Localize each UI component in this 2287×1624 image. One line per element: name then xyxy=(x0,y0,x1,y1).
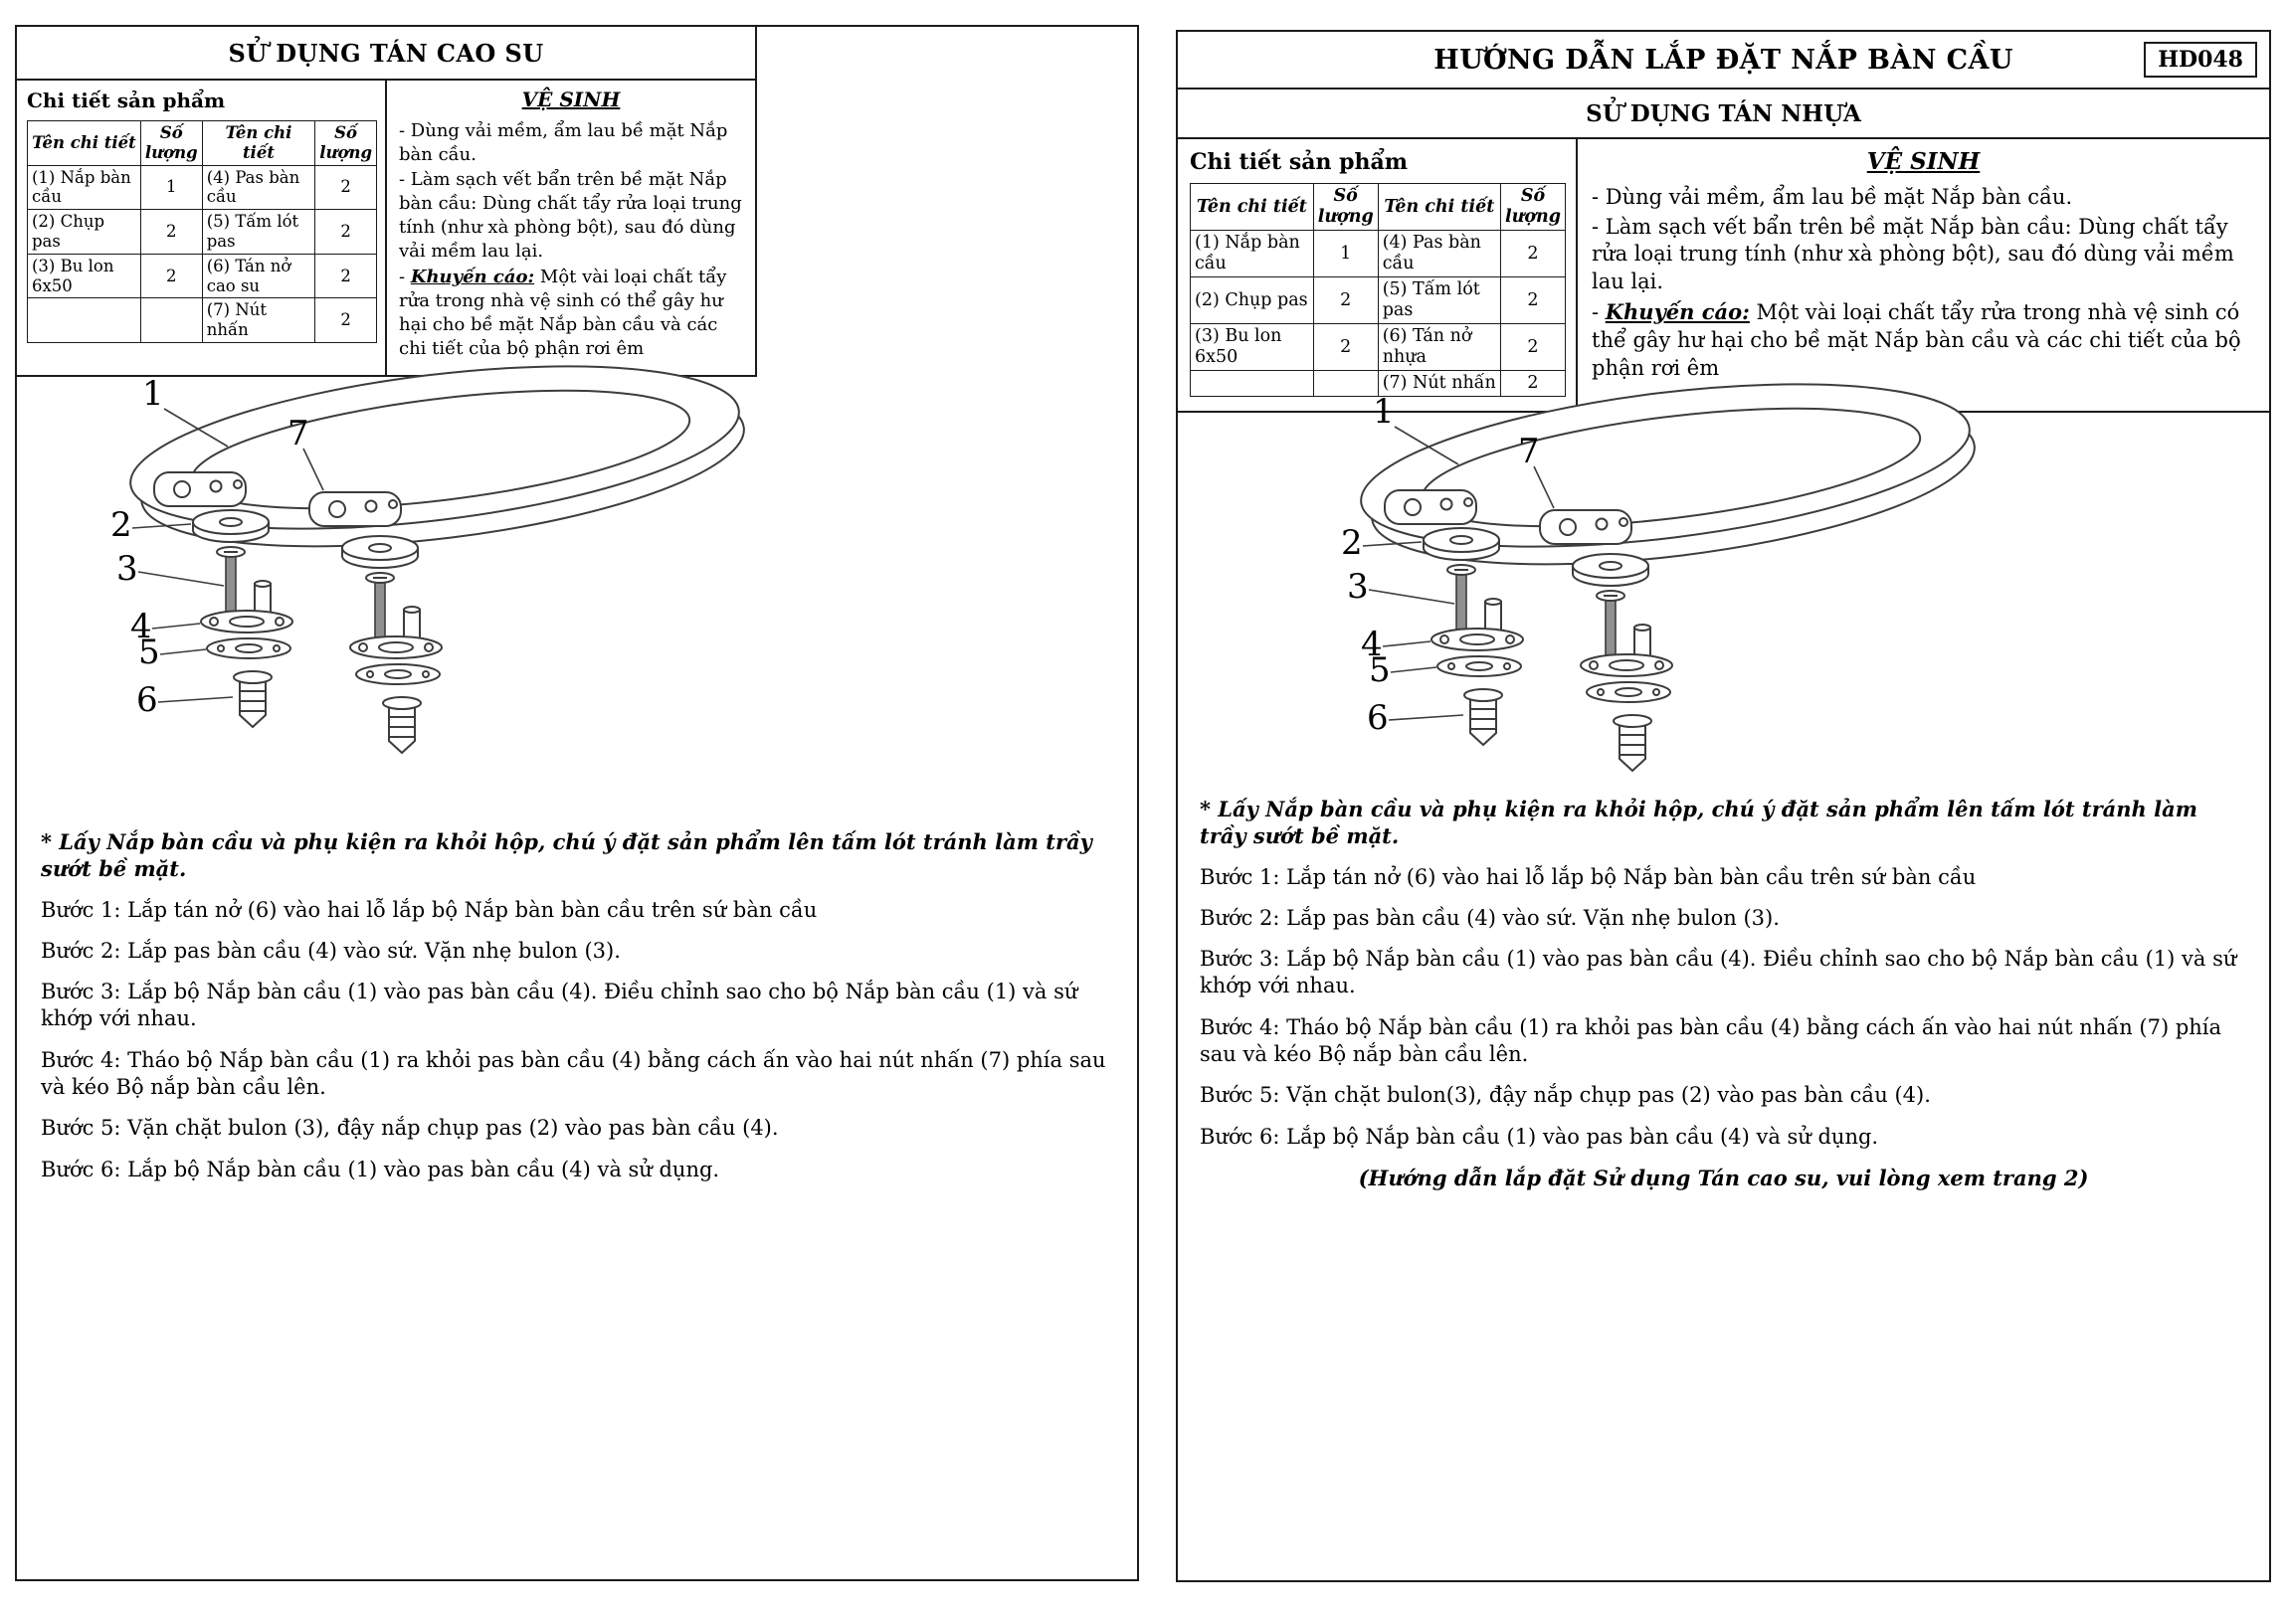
exploded-diagram xyxy=(1178,360,2269,832)
hinge-right xyxy=(309,492,401,526)
part-qty xyxy=(140,298,202,343)
parts-heading: Chi tiết sản phẩm xyxy=(1190,149,1409,175)
diagram-label-4: 4 xyxy=(1361,625,1383,664)
cleaning-line: - Làm sạch vết bẩn trên bề mặt Nắp bàn cầu: Dùng chất tẩy rửa loại trung tính (như xà phòng bột), sau đó dùng vải mềm lau lại. xyxy=(1592,214,2234,294)
diagram-label-3: 3 xyxy=(116,549,138,589)
diagram-label-1: 1 xyxy=(142,374,164,414)
part-name: (4) Pas bàn cầu xyxy=(202,165,314,210)
diagram-label-2: 2 xyxy=(110,505,132,545)
page-title: SỬ DỤNG TÁN CAO SU xyxy=(228,38,544,68)
left-title-band xyxy=(17,27,755,81)
diagram-label-5: 5 xyxy=(138,632,160,672)
cleaning-line: - Làm sạch vết bẩn trên bề mặt Nắp bàn cầu: Dùng chất tẩy rửa loại trung tính (như xà phòng bột), sau đó dùng vải mềm lau lại. xyxy=(399,169,742,263)
table-row xyxy=(28,165,377,210)
instructions xyxy=(1200,796,2247,1191)
part-qty: 1 xyxy=(140,165,202,210)
col-header-qty-2: Số lượng xyxy=(315,121,377,166)
cleaning-line: - Dùng vải mềm, ẩm lau bề mặt Nắp bàn cầu. xyxy=(399,119,728,165)
parts-panel xyxy=(17,81,387,375)
part-qty: 2 xyxy=(1313,324,1378,371)
diagram-label-7: 7 xyxy=(1518,432,1540,471)
part-washer xyxy=(1437,656,1521,676)
part-name: (1) Nắp bàn cầu xyxy=(1191,231,1314,277)
part-name xyxy=(28,298,141,343)
table-row xyxy=(28,210,377,255)
table-row xyxy=(28,254,377,298)
left-top-box xyxy=(15,25,757,377)
part-qty: 2 xyxy=(1313,277,1378,324)
toilet-seat-drawing xyxy=(17,347,1137,819)
handling-note: * Lấy Nắp bàn cầu và phụ kiện ra khỏi hộp, chú ý đặt sản phẩm lên tấm lót tránh làm trầy sướt bề mặt. xyxy=(41,829,1092,882)
table-header-row xyxy=(1191,184,1566,231)
advisory-text: Một vài loại chất tẩy rửa trong nhà vệ sinh có thể gây hư hại cho bề mặt Nắp bàn cầu và các chi tiết của bộ phận rơi êm xyxy=(399,267,727,360)
exploded-diagram xyxy=(17,347,1137,819)
cleaning-line: - Dùng vải mềm, ẩm lau bề mặt Nắp bàn cầu. xyxy=(1592,184,2073,209)
page-plastic-nut xyxy=(1176,30,2271,1582)
part-qty: 2 xyxy=(1500,231,1565,277)
part-name: (6) Tán nở nhựa xyxy=(1378,324,1500,371)
document-code-badge: HD048 xyxy=(2144,42,2257,78)
step-2: Bước 2: Lắp pas bàn cầu (4) vào sứ. Vặn nhẹ bulon (3). xyxy=(1200,905,1780,930)
step-4: Bước 4: Tháo bộ Nắp bàn cầu (1) ra khỏi pas bàn cầu (4) bằng cách ấn vào hai nút nhấn (7) phía sau và kéo Bộ nắp bàn cầu lên. xyxy=(1200,1014,2222,1067)
part-name: (2) Chụp pas xyxy=(1191,277,1314,324)
part-name: (1) Nắp bàn cầu xyxy=(28,165,141,210)
advisory-label: Khuyến cáo: xyxy=(1605,299,1750,325)
diagram-label-7: 7 xyxy=(287,414,309,453)
part-pas xyxy=(201,581,292,632)
part-name: (5) Tấm lót pas xyxy=(202,210,314,255)
advisory-dash: - xyxy=(399,267,411,288)
hinge-left xyxy=(154,472,246,506)
part-qty: 2 xyxy=(315,210,377,255)
part-qty: 2 xyxy=(1500,324,1565,371)
part-bolt xyxy=(1447,565,1475,635)
step-5: Bước 5: Vặn chặt bulon (3), đậy nắp chụp pas (2) vào pas bàn cầu (4). xyxy=(41,1116,779,1141)
advisory-dash: - xyxy=(1592,300,1606,325)
step-1: Bước 1: Lắp tán nở (6) vào hai lỗ lắp bộ Nắp bàn bàn cầu trên sứ bàn cầu xyxy=(41,897,818,922)
step-3: Bước 3: Lắp bộ Nắp bàn cầu (1) vào pas bàn cầu (4). Điều chỉnh sao cho bộ Nắp bàn cầu (1) và sứ khớp với nhau. xyxy=(1200,947,2237,998)
step-3: Bước 3: Lắp bộ Nắp bàn cầu (1) vào pas bàn cầu (4). Điều chỉnh sao cho bộ Nắp bàn cầu (1) và sứ khớp với nhau. xyxy=(41,980,1078,1031)
part-cap xyxy=(193,510,269,542)
part-qty: 2 xyxy=(315,254,377,298)
part-name: (7) Nút nhấn xyxy=(202,298,314,343)
table-header-row xyxy=(28,121,377,166)
document-title: HƯỚNG DẪN LẮP ĐẶT NẮP BÀN CẦU xyxy=(1433,44,2013,76)
step-2: Bước 2: Lắp pas bàn cầu (4) vào sứ. Vặn nhẹ bulon (3). xyxy=(41,938,621,963)
advisory-label: Khuyến cáo: xyxy=(410,267,535,288)
right-subtitle-band xyxy=(1178,90,2269,139)
toilet-seat-drawing xyxy=(1178,360,2269,832)
part-qty: 2 xyxy=(140,254,202,298)
cleaning-heading: VỆ SINH xyxy=(1866,148,1981,175)
part-name: (6) Tán nở cao su xyxy=(202,254,314,298)
diagram-label-1: 1 xyxy=(1373,392,1395,432)
part-qty: 2 xyxy=(315,298,377,343)
see-page-2-note: (Hướng dẫn lắp đặt Sử dụng Tán cao su, vui lòng xem trang 2) xyxy=(1358,1165,2089,1190)
col-header-name-2: Tên chi tiết xyxy=(1378,184,1500,231)
step-4: Bước 4: Tháo bộ Nắp bàn cầu (1) ra khỏi pas bàn cầu (4) bằng cách ấn vào hai nút nhấn (7) phía sau và kéo Bộ nắp bàn cầu lên. xyxy=(41,1047,1106,1100)
diagram-label-6: 6 xyxy=(136,680,158,720)
part-qty: 2 xyxy=(1500,277,1565,324)
part-name: (5) Tấm lót pas xyxy=(1378,277,1500,324)
hinge-right xyxy=(1540,510,1631,544)
col-header-name-1: Tên chi tiết xyxy=(28,121,141,166)
step-1: Bước 1: Lắp tán nở (6) vào hai lỗ lắp bộ Nắp bàn bàn cầu trên sứ bàn cầu xyxy=(1200,864,1977,889)
col-header-name-2: Tên chi tiết xyxy=(202,121,314,166)
diagram-label-6: 6 xyxy=(1367,698,1389,738)
cleaning-heading: VỆ SINH xyxy=(521,88,621,111)
right-title-band xyxy=(1178,32,2269,90)
table-row xyxy=(28,298,377,343)
handling-note: * Lấy Nắp bàn cầu và phụ kiện ra khỏi hộp, chú ý đặt sản phẩm lên tấm lót tránh làm trầy sướt bề mặt. xyxy=(1200,797,2197,849)
instructions xyxy=(41,828,1107,1183)
parts-heading: Chi tiết sản phẩm xyxy=(27,89,226,112)
part-name: (2) Chụp pas xyxy=(28,210,141,255)
part-name: (3) Bu lon 6x50 xyxy=(1191,324,1314,371)
col-header-qty-1: Số lượng xyxy=(140,121,202,166)
diagram-label-5: 5 xyxy=(1369,650,1391,690)
advisory-text: Một vài loại chất tẩy rửa trong nhà vệ sinh có thể gây hư hại cho bề mặt Nắp bàn cầu và các chi tiết của bộ phận rơi êm xyxy=(1592,300,2241,381)
diagram-label-2: 2 xyxy=(1341,523,1363,563)
part-pas xyxy=(1431,599,1523,650)
part-name: (4) Pas bàn cầu xyxy=(1378,231,1500,277)
cleaning-panel xyxy=(387,81,755,375)
part-qty: 2 xyxy=(315,165,377,210)
parts-table xyxy=(27,120,377,343)
col-header-qty-2: Số lượng xyxy=(1500,184,1565,231)
part-name: (7) Nút nhấn xyxy=(1378,371,1500,397)
part-qty: 2 xyxy=(140,210,202,255)
step-6: Bước 6: Lắp bộ Nắp bàn cầu (1) vào pas bàn cầu (4) và sử dụng. xyxy=(41,1157,720,1181)
part-expansion-nut xyxy=(234,671,272,727)
col-header-qty-1: Số lượng xyxy=(1313,184,1378,231)
left-upper-section xyxy=(17,81,755,375)
table-row xyxy=(1191,231,1566,277)
page-rubber-nut xyxy=(15,25,1139,1581)
diagram-label-4: 4 xyxy=(130,607,152,646)
part-bolt xyxy=(217,547,245,618)
step-6: Bước 6: Lắp bộ Nắp bàn cầu (1) vào pas bàn cầu (4) và sử dụng. xyxy=(1200,1124,1879,1149)
part-qty: 1 xyxy=(1313,231,1378,277)
step-5: Bước 5: Vặn chặt bulon(3), đậy nắp chụp pas (2) vào pas bàn cầu (4). xyxy=(1200,1083,1931,1108)
hinge-left xyxy=(1385,490,1476,524)
part-name: (3) Bu lon 6x50 xyxy=(28,254,141,298)
part-expansion-nut xyxy=(1464,689,1502,745)
part-washer xyxy=(207,638,290,658)
part-cap xyxy=(1424,528,1499,560)
page-subtitle: SỬ DỤNG TÁN NHỰA xyxy=(1586,99,1861,127)
table-row xyxy=(1191,277,1566,324)
col-header-name-1: Tên chi tiết xyxy=(1191,184,1314,231)
diagram-label-3: 3 xyxy=(1347,567,1369,607)
part-qty: 2 xyxy=(1500,371,1565,397)
